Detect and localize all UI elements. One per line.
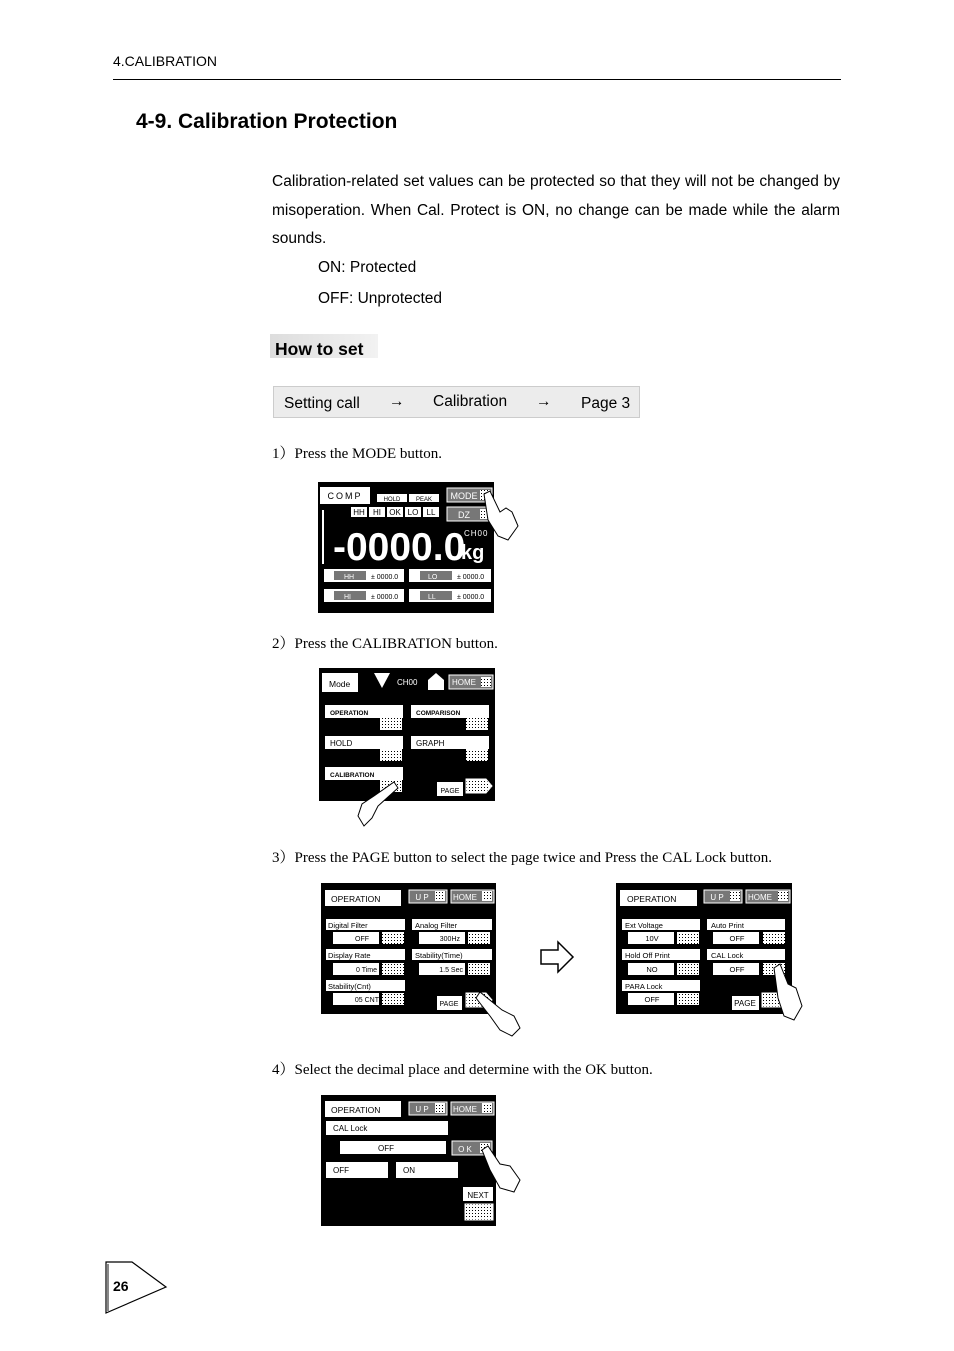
how-to-set-label: How to set [275,339,364,359]
svg-text:LL: LL [426,508,436,517]
step-4: 4）Select the decimal place and determine with the OK button. [272,1062,653,1078]
dz-button-label: DZ [458,510,470,520]
svg-text:10V: 10V [645,934,659,943]
limit-hh[interactable] [324,569,404,582]
svg-text:NO: NO [646,965,658,974]
screen-1-main-display [318,482,518,613]
option-on: ON: Protected [318,259,417,276]
svg-text:U P: U P [415,1105,429,1114]
svg-text:0 Time: 0 Time [355,967,377,974]
path-arrow-2: → [536,393,552,410]
path-page-3: Page 3 [581,395,631,412]
svg-text:NEXT: NEXT [467,1191,489,1200]
svg-text:O K: O K [458,1145,472,1154]
limit-ll[interactable] [409,589,491,602]
home-button-4[interactable] [451,1102,494,1115]
weight-value: -0000.0 [333,526,466,569]
svg-text:HH: HH [344,574,355,581]
path-arrow-1: → [389,393,405,410]
choice-off-button[interactable] [326,1162,388,1178]
svg-text:Display Rate: Display Rate [328,951,371,960]
svg-text:U P: U P [710,893,724,902]
svg-text:OFF: OFF [729,934,745,943]
svg-text:OFF: OFF [729,965,745,974]
svg-text:1.5 Sec: 1.5 Sec [439,967,463,974]
page-number-marker [106,1262,166,1313]
status-indicators [351,507,439,517]
dz-button[interactable] [447,507,492,521]
svg-text:HI: HI [344,594,351,601]
section-header: 4.CALIBRATION [113,53,217,69]
step-3: 3）Press the PAGE button to select the page twice and Press the CAL Lock button. [272,850,773,866]
path-calibration: Calibration [433,393,508,410]
svg-text:LO: LO [407,508,419,517]
svg-text:U P: U P [415,893,429,902]
next-button[interactable] [463,1187,493,1220]
svg-text:OPERATION: OPERATION [627,894,677,904]
svg-text:PARA Lock: PARA Lock [625,982,663,991]
svg-text:PAGE: PAGE [440,788,460,795]
hold-label: HOLD [383,497,401,503]
svg-text:OPERATION: OPERATION [331,894,381,904]
svg-text:ON: ON [403,1166,415,1175]
svg-text:LO: LO [428,574,438,581]
svg-text:PAGE: PAGE [734,999,756,1008]
up-button-3b[interactable] [704,890,742,903]
home-button-2[interactable] [449,675,493,689]
svg-text:HI: HI [373,508,381,517]
svg-text:OFF: OFF [644,995,660,1004]
screen-3b-operation-page-3 [616,883,802,1020]
svg-text:± 0000.0: ± 0000.0 [371,574,399,581]
svg-text:HOME: HOME [453,893,477,902]
weight-unit: kg [461,542,485,564]
svg-text:OFF: OFF [333,1166,349,1175]
cal-lock-current-value: OFF [378,1144,394,1153]
screen-2-mode-menu [319,668,495,826]
choice-on-button[interactable] [396,1162,458,1178]
svg-text:± 0000.0: ± 0000.0 [457,594,485,601]
home-button-3a[interactable] [451,890,494,903]
svg-text:300Hz: 300Hz [439,936,460,943]
svg-text:HOME: HOME [452,678,476,687]
page-number: 26 [113,1278,129,1294]
svg-text:Digital Filter: Digital Filter [328,921,368,930]
svg-text:LL: LL [428,594,436,601]
home-button-3b[interactable] [746,890,790,903]
svg-text:± 0000.0: ± 0000.0 [371,594,399,601]
comp-label: COMP [327,491,363,501]
svg-text:Hold Off Print: Hold Off Print [625,951,670,960]
svg-text:OK: OK [389,508,401,517]
svg-text:Stability(Cnt): Stability(Cnt) [328,982,371,991]
up-button-3a[interactable] [409,890,447,903]
svg-text:HH: HH [353,508,365,517]
svg-text:HOLD: HOLD [330,739,353,748]
screen-4-cal-lock-select [321,1095,520,1226]
next-arrow-icon [541,942,573,972]
svg-text:PAGE: PAGE [439,1001,459,1008]
svg-text:HOME: HOME [748,893,772,902]
option-off: OFF: Unprotected [318,290,443,307]
screen-3a-operation-page-1 [321,883,520,1036]
limit-hi[interactable] [324,589,404,602]
svg-text:Auto Print: Auto Print [711,921,744,930]
svg-text:Stability(Time): Stability(Time) [415,951,463,960]
svg-text:OPERATION: OPERATION [331,1105,381,1115]
mode-tab-label: Mode [329,679,351,689]
svg-text:OFF: OFF [355,936,369,943]
mode-button-label: MODE [450,491,478,501]
step-1: 1）Press the MODE button. [272,446,442,462]
up-button-4[interactable] [409,1102,447,1115]
intro-paragraph: Calibration-related set values can be protected so that they will not be changed by misoperation. When Cal. Protect is ON, no change can be made while the alarm sounds. [272,173,840,247]
svg-text:Analog Filter: Analog Filter [415,921,458,930]
limit-lo[interactable] [409,569,491,582]
peak-label: PEAK [415,497,433,503]
path-setting-call: Setting call [284,395,360,412]
svg-text:GRAPH: GRAPH [416,739,445,748]
svg-text:COMPARISON: COMPARISON [416,710,461,717]
svg-text:05 CNT: 05 CNT [354,997,379,1004]
svg-text:± 0000.0: ± 0000.0 [457,574,485,581]
svg-text:OPERATION: OPERATION [330,710,369,717]
svg-text:Ext Voltage: Ext Voltage [625,921,663,930]
channel-label: CH00 [464,529,489,538]
svg-text:CAL Lock: CAL Lock [711,951,744,960]
step-2: 2）Press the CALIBRATION button. [272,636,498,652]
svg-text:CALIBRATION: CALIBRATION [330,772,375,779]
channel-label-2: CH00 [397,678,418,687]
cal-lock-title: CAL Lock [333,1124,368,1133]
svg-text:HOME: HOME [453,1105,477,1114]
page-title: 4-9. Calibration Protection [136,110,398,133]
